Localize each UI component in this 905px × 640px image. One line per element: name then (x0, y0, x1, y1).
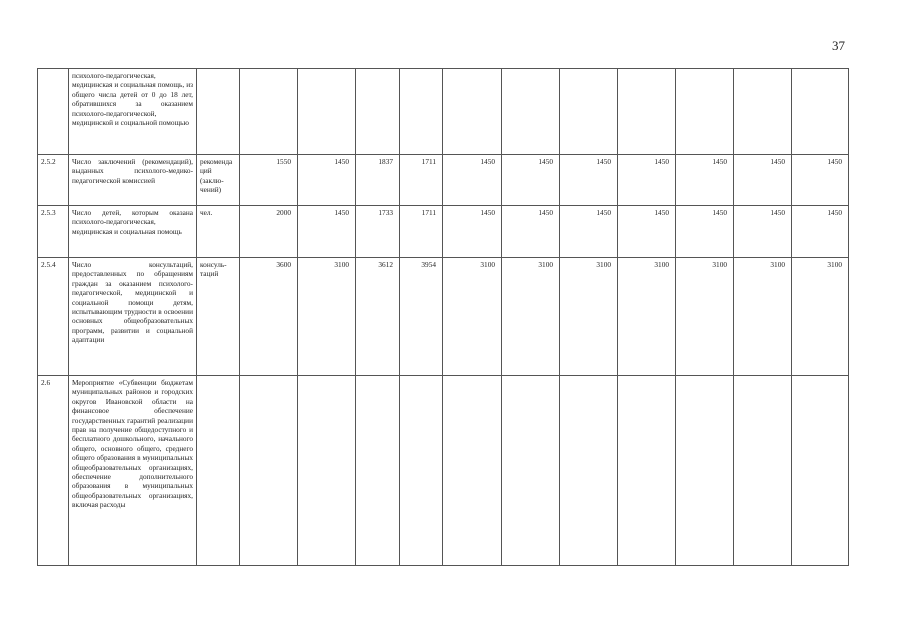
row-value-cell: 3100 (298, 258, 356, 376)
row-value-cell: 1450 (792, 155, 849, 206)
row-value-cell: 1450 (676, 155, 734, 206)
row-code-cell: 2.5.4 (38, 258, 69, 376)
row-value-cell: 3954 (400, 258, 443, 376)
row-value-cell (618, 69, 676, 155)
row-value-cell (502, 376, 560, 566)
row-value-cell: 1450 (298, 155, 356, 206)
row-value-cell (618, 376, 676, 566)
table-row (38, 69, 849, 155)
row-value-cell: 1450 (298, 206, 356, 258)
row-value-cell: 1733 (356, 206, 400, 258)
row-value-cell: 1450 (618, 206, 676, 258)
row-description-cell: Мероприятие «Субвенции бюджетам муниципальных районов и городских округов Ивановской области на финансовое обеспечение государственных гарантий реализации прав на получение общедоступного и бесплатного дошкольного, начального общего, основного общего, среднего общего образования в муниципальных общеобразовательных организациях, обеспечение дополнительного образования в муниципальных общеобразовательных организациях, включая расходы (69, 376, 197, 566)
row-value-cell: 1450 (734, 206, 792, 258)
row-value-cell: 3100 (560, 258, 618, 376)
row-value-cell: 1450 (676, 206, 734, 258)
row-unit-cell: консуль-таций (197, 258, 240, 376)
table-row (38, 258, 849, 376)
row-unit-cell (197, 69, 240, 155)
indicators-table (37, 68, 849, 566)
table-row (38, 376, 849, 566)
row-value-cell (356, 376, 400, 566)
row-value-cell (792, 69, 849, 155)
row-value-cell: 1837 (356, 155, 400, 206)
row-value-cell: 1450 (560, 155, 618, 206)
row-code-cell: 2.5.2 (38, 155, 69, 206)
row-code-cell (38, 69, 69, 155)
row-value-cell: 1450 (502, 206, 560, 258)
row-value-cell (443, 376, 502, 566)
row-description-cell: Число заключений (рекомендаций), выданных психолого-медико-педагогической комиссией (69, 155, 197, 206)
row-value-cell (298, 376, 356, 566)
row-value-cell (734, 69, 792, 155)
row-value-cell: 3612 (356, 258, 400, 376)
row-value-cell (240, 376, 298, 566)
row-value-cell: 3100 (792, 258, 849, 376)
row-value-cell: 2000 (240, 206, 298, 258)
row-unit-cell: рекоменда ций (заклю-чений) (197, 155, 240, 206)
row-value-cell: 3600 (240, 258, 298, 376)
row-value-cell: 3100 (676, 258, 734, 376)
row-value-cell (443, 69, 502, 155)
row-value-cell: 1450 (560, 206, 618, 258)
row-value-cell: 1450 (443, 155, 502, 206)
row-value-cell: 1450 (618, 155, 676, 206)
row-value-cell: 3100 (502, 258, 560, 376)
row-value-cell (792, 376, 849, 566)
row-value-cell: 1550 (240, 155, 298, 206)
table-row (38, 206, 849, 258)
row-value-cell (560, 69, 618, 155)
row-value-cell (502, 69, 560, 155)
row-description-cell: Число детей, которым оказана психолого-педагогическая, медицинская и социальная помощь (69, 206, 197, 258)
row-value-cell: 3100 (618, 258, 676, 376)
row-value-cell: 1711 (400, 206, 443, 258)
row-value-cell (400, 69, 443, 155)
row-value-cell: 3100 (734, 258, 792, 376)
row-value-cell: 3100 (443, 258, 502, 376)
row-value-cell (734, 376, 792, 566)
row-value-cell (240, 69, 298, 155)
row-code-cell: 2.5.3 (38, 206, 69, 258)
page-number: 37 (832, 38, 845, 53)
row-value-cell: 1450 (502, 155, 560, 206)
row-code-cell: 2.6 (38, 376, 69, 566)
row-value-cell (298, 69, 356, 155)
row-value-cell: 1450 (443, 206, 502, 258)
row-value-cell (676, 376, 734, 566)
row-value-cell (356, 69, 400, 155)
row-description-cell: Число консультаций, предоставленных по обращениям граждан за оказанием психолого-педагогической, медицинской и социальной помощи детям, испытывающим трудности в освоении основных общеобразовательных программ, развитии и социальной адаптации (69, 258, 197, 376)
row-value-cell (560, 376, 618, 566)
row-value-cell: 1450 (734, 155, 792, 206)
row-value-cell (676, 69, 734, 155)
row-value-cell: 1711 (400, 155, 443, 206)
row-unit-cell (197, 376, 240, 566)
table-row (38, 155, 849, 206)
row-description-cell: психолого-педагогическая, медицинская и социальная помощь, из общего числа детей от 0 до 18 лет, обратившихся за оказанием психолого-педагогической, медицинской и социальной помощью (69, 69, 197, 155)
row-value-cell: 1450 (792, 206, 849, 258)
row-value-cell (400, 376, 443, 566)
row-unit-cell: чел. (197, 206, 240, 258)
